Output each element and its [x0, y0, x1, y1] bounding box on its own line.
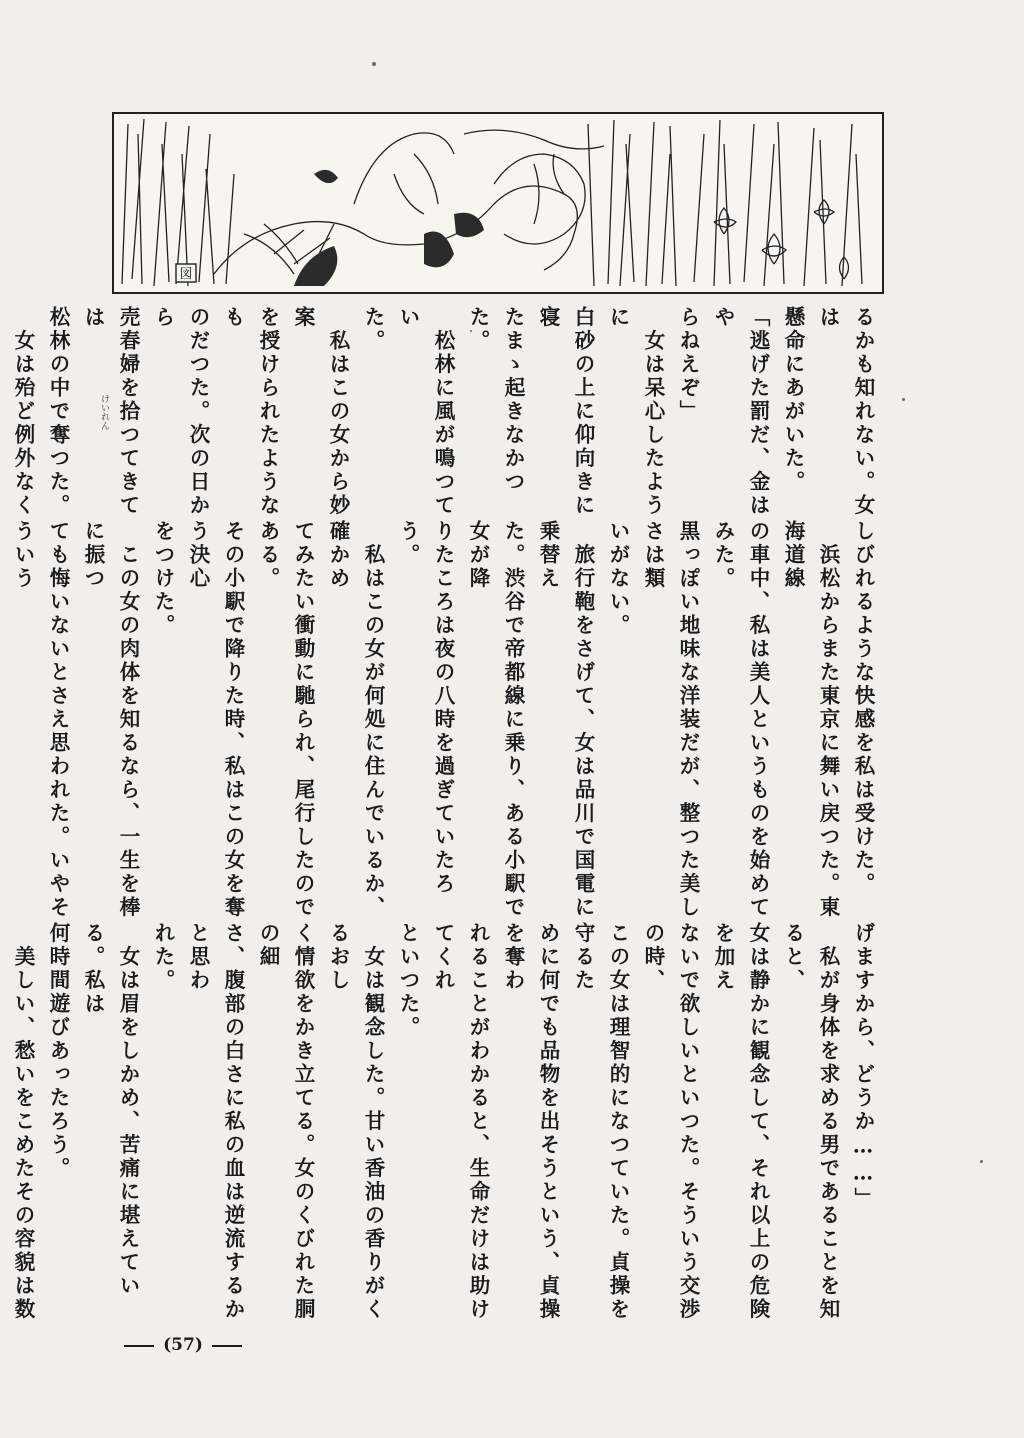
text-column: 何時間遊びあったろう。	[46, 922, 70, 1181]
text-column: その小駅で降りた時、私はこの女を奪う決心	[186, 520, 245, 920]
text-column: れることがわかると、生命だけは助けてくれ	[431, 922, 490, 1322]
text-column: この女の肉体を知るなら、一生を棒に振つ	[81, 520, 140, 920]
text-column: 女は眉をしかめ、苦痛に堪えている。私は	[81, 922, 140, 1298]
page-number: (57)	[128, 1332, 238, 1358]
text-column: ても悔いないとさえ思われた。いやそういう	[11, 520, 70, 920]
text-column: のだつた。次の日から	[151, 306, 210, 518]
text-column: るかも知れない。女は	[816, 306, 875, 518]
text-column: 松林の中で奪つた。	[46, 306, 70, 518]
text-column: 売春婦を拾つてきては	[81, 306, 140, 518]
text-column: 私はこの女が何処に住んでいるか、確かめ	[326, 520, 385, 920]
text-tier-lower	[11, 922, 880, 1330]
text-column: さ、腹部の白さに私の血は逆流するかと思わ	[186, 922, 245, 1322]
text-column: 女は静かに観念して、それ以上の危険を加え	[711, 922, 770, 1322]
text-column: 美しい、愁いをこめたその容貌は数	[11, 945, 35, 1322]
text-column: いがない。	[606, 520, 630, 638]
text-column: 懸命にあがいた。	[781, 306, 805, 494]
text-column: の車中、私は美人というものを始めてみた。	[711, 520, 770, 920]
text-column: げますから、どうか……」	[851, 922, 875, 1211]
ruby-keiren: けいれん	[99, 394, 109, 430]
text-column: てみたい衝動に馳られ、尾行したのである。	[256, 520, 315, 920]
text-tier-middle	[11, 520, 880, 928]
text-column: 「逃げた罰だ、金はや	[711, 306, 770, 518]
text-column: この女は理智的になつていた。貞操を守るた	[571, 922, 630, 1322]
text-column: 旅行鞄をさげて、女は品川で国電に乗替え	[536, 520, 595, 920]
text-column: 女は観念した。甘い香油の香りがくるおし	[326, 922, 385, 1322]
text-column: れた。	[151, 922, 175, 993]
dust-speck	[372, 62, 376, 66]
text-column: 私はこの女から妙案	[291, 306, 350, 518]
text-column: 白砂の上に仰向きに寝	[536, 306, 595, 518]
text-column: しびれるような快感を私は受けた。	[851, 520, 875, 896]
text-column: 女は呆心したように	[606, 306, 665, 518]
text-column: 女は殆ど例外なく	[11, 329, 35, 518]
text-column: を授けられたようなも	[221, 306, 280, 518]
text-column: たまゝ起きなかつた。	[466, 306, 525, 494]
text-column: めに何でも品物を出そうという、貞操を奪わ	[501, 922, 560, 1322]
text-column: らねえぞ」	[676, 306, 700, 424]
text-column: 松林に風が鳴つてい	[396, 306, 455, 518]
text-column: た。渋谷で帝都線に乗り、ある小駅で女が降	[466, 520, 525, 920]
text-column: 黒っぽい地味な洋装だが、整つた美しさは類	[641, 520, 700, 920]
woman-in-grass-illustration	[112, 112, 884, 294]
text-column	[0, 520, 5, 928]
text-column: をつけた。	[151, 520, 175, 638]
text-column: といつた。	[396, 922, 420, 1040]
text-column: 浜松からまた東京に舞い戻つた。東海道線	[781, 520, 840, 920]
text-column: りたころは夜の八時を過ぎていたろう。	[396, 520, 455, 896]
text-column: く情欲をかき立てる。女のくびれた胴の細	[256, 922, 315, 1322]
text-column: ないで欲しいといつた。そういう交渉の時、	[641, 922, 700, 1322]
dust-speck	[902, 398, 905, 401]
dust-speck	[980, 1160, 983, 1163]
text-column: 私が身体を求める男であることを知ると、	[781, 922, 840, 1322]
text-column: た。	[361, 306, 385, 353]
illustration-monogram: 図	[179, 267, 193, 282]
